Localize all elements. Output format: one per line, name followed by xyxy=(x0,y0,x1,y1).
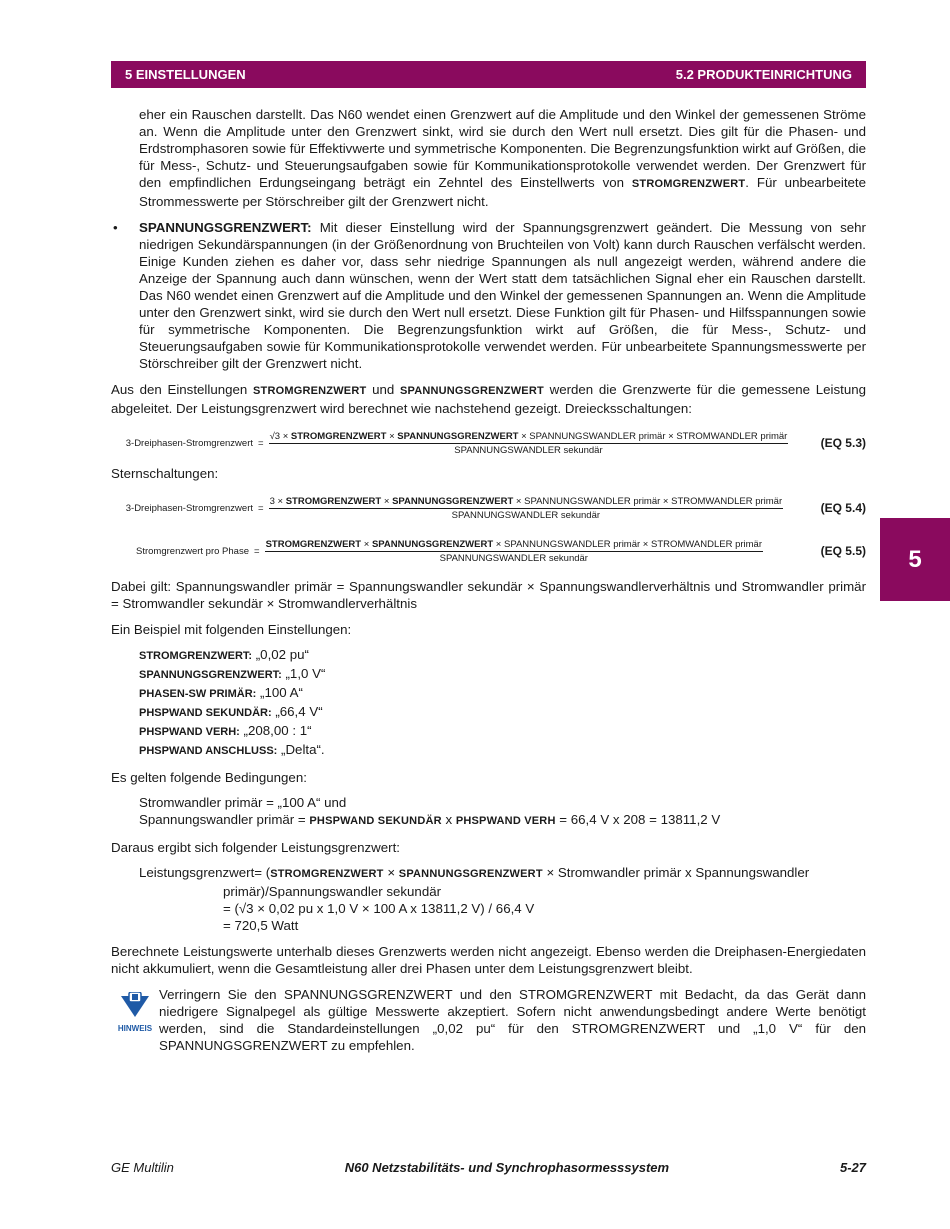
note-icon-label: HINWEIS xyxy=(117,1024,153,1033)
footer-manual-title: N60 Netzstabilitäts- und Synchrophasormesssystem xyxy=(344,1159,670,1175)
note-box xyxy=(111,986,866,1054)
conditions-intro: Es gelten folgende Bedingungen: xyxy=(111,770,307,785)
result-value: = 720,5 Watt xyxy=(223,918,299,933)
note-text: Verringern Sie den SPANNUNGSGRENZWERT und den STROMGRENZWERT mit Bedacht, da das Gerät dann niedrigere Signalpegel als gültige Messwerte akzeptiert. Sofern nicht anwendungsbedingt andere Werte benötigt werden, sind die Standardeinstellungen „0,02 pu“ für den STROMGRENZWERT und „1,0 V“ für den SPANNUNGSGRENZWERT zu empfehlen. xyxy=(159,987,866,1053)
section-title: 5.2 PRODUKTEINRICHTUNG xyxy=(675,67,852,82)
chapter-header xyxy=(111,61,866,88)
setting-name: STROMGRENZWERT xyxy=(631,178,746,190)
page-content xyxy=(111,106,866,1054)
equation-fraction: 3 × STROMGRENZWERT × SPANNUNGSGRENZWERT × SPANNUNGSWANDLER primär × STROMWANDLER primär SPANNUNGSWANDLER sekundär xyxy=(269,496,783,521)
calculation-block: Leistungsgrenzwert= (STROMGRENZWERT × SPANNUNGSGRENZWERT × Stromwandler primär x Spannungswandler primär)/Spannungswandler sekundär = (√3 × 0,02 pu x 1,0 V × 100 A x 13811,2 V) / 66,4 V = 720,5 Watt xyxy=(139,864,866,934)
equation-lhs: 3-Dreiphasen-Stromgrenzwert xyxy=(125,438,253,449)
equation-fraction: STROMGRENZWERT × SPANNUNGSGRENZWERT × SPANNUNGSWANDLER primär × STROMWANDLER primär SPANNUNGSWANDLER sekundär xyxy=(265,539,763,564)
hand-pointer-icon xyxy=(118,992,152,1018)
example-intro: Ein Beispiel mit folgenden Einstellungen: xyxy=(111,622,352,637)
setting-row: PHASEN-SW PRIMÄR: „100 A“ xyxy=(139,685,303,700)
equation-number: (EQ 5.4) xyxy=(820,501,866,515)
setting-row: PHSPWAND ANSCHLUSS: „Delta“. xyxy=(139,742,325,757)
result-intro: Daraus ergibt sich folgender Leistungsgrenzwert: xyxy=(111,840,400,855)
chapter-title: 5 EINSTELLUNGEN xyxy=(125,67,246,82)
setting-row: PHSPWAND SEKUNDÄR: „66,4 V“ xyxy=(139,704,323,719)
equation-5-4: 3-Dreiphasen-Stromgrenzwert = 3 × STROMGRENZWERT × SPANNUNGSGRENZWERT × SPANNUNGSWANDLER primär × STROMWANDLER primär SPANNUNGSWANDLER sekundär (EQ 5.4) xyxy=(111,496,866,521)
equation-lhs: Stromgrenzwert pro Phase xyxy=(136,546,249,557)
setting-row: PHSPWAND VERH: „208,00 : 1“ xyxy=(139,723,312,738)
star-connection-label: Sternschaltungen: xyxy=(111,466,219,481)
derive-paragraph: Aus den Einstellungen STROMGRENZWERT und SPANNUNGSGRENZWERT werden die Grenzwerte für die gemessene Leistung abgeleitet. Der Leistungsgrenzwert wird berechnet wie nachstehend gezeigt. Dreiecksschaltungen: xyxy=(111,382,867,416)
page-number: 5-27 xyxy=(839,1159,866,1175)
equation-fraction: √3 × STROMGRENZWERT × SPANNUNGSGRENZWERT × SPANNUNGSWANDLER primär × STROMWANDLER primär SPANNUNGSWANDLER sekundär xyxy=(269,431,788,456)
page-footer xyxy=(111,1158,866,1176)
footer-company: GE Multilin xyxy=(111,1159,174,1175)
bullet-voltage-cutoff: • SPANNUNGSGRENZWERT: Mit dieser Einstellung wird der Spannungsgrenzwert geändert. Die Messung von sehr niedrigen Sekundärspannungen (in der Größenordnung von Bruchteilen von Volt) kann durch Rauschen verfälscht werden. Einige Kunden ziehen es daher vor, dass sehr niedrige Spannungen als null angezeigt werden, während andere die Anzeige der Spannung auch dann wünschen, wenn der Wert statt dem tatsächlichen Signal eher ein Rauschen darstellt. Das N60 wendet einen Grenzwert auf die Amplitude und den Winkel der gemessenen Spannungen an. Wenn die Amplitude unter den Grenzwert sinkt, wird sie durch den Wert null ersetzt. Diese Funktion gilt für Phasen- und Hilfsspannungen sowie für symmetrische Komponenten. Die Begrenzungsfunktion wirkt auf Größen, die für Mess-, Schutz- und Steuerungsaufgaben sowie für Kommunikationsprotokolle verwendet werden. Für unbearbeitete Spannungsmesswerte per Störschreiber gilt der Grenzwert nicht. xyxy=(113,220,866,371)
equation-5-5: Stromgrenzwert pro Phase = STROMGRENZWERT × SPANNUNGSGRENZWERT × SPANNUNGSWANDLER primär × STROMWANDLER primär SPANNUNGSWANDLER sekundär (EQ 5.5) xyxy=(111,539,866,564)
equation-5-3: 3-Dreiphasen-Stromgrenzwert = √3 × STROMGRENZWERT × SPANNUNGSGRENZWERT × SPANNUNGSWANDLER primär × STROMWANDLER primär SPANNUNGSWANDLER sekundär (EQ 5.3) xyxy=(111,431,866,456)
bullet-symbol: • xyxy=(113,220,118,235)
equation-number: (EQ 5.3) xyxy=(820,436,866,450)
intro-paragraph: eher ein Rauschen darstellt. Das N60 wendet einen Grenzwert auf die Amplitude und den Winkel der gemessenen Ströme an. Wenn die Amplitude unter den Grenzwert sinkt, wird sie durch den Wert null ersetzt. Dies gilt für die Phasen- und Erdstromphasoren sowie für Effektivwerte und symmetrische Komponenten. Die Begrenzungsfunktion wirkt auf Größen, die für Mess-, Schutz- und Steuerungsaufgaben sowie für Kommunikationsprotokolle verwendet werden. Der Grenzwert für den empfindlichen Erdungseingang beträgt ein Zehntel des Einstellwerts von STROMGRENZWERT. Für unbearbeitete Strommesswerte per Störschreiber gilt der Grenzwert nicht. xyxy=(139,107,866,209)
bullet-term: SPANNUNGSGRENZWERT: xyxy=(139,220,312,235)
calculated-values-paragraph: Berechnete Leistungswerte unterhalb dieses Grenzwerts werden nicht angezeigt. Ebenso werden die Dreiphasen-Energiedaten nicht akkumuliert, wenn die Gesamtleistung aller drei Phasen unter dem Leistungsgrenzwert bleibt. xyxy=(111,944,866,976)
chapter-tab[interactable]: 5 xyxy=(880,518,950,601)
setting-row: STROMGRENZWERT: „0,02 pu“ xyxy=(139,647,309,662)
definition-paragraph: Dabei gilt: Spannungswandler primär = Spannungswandler sekundär × Spannungswandlerverhältnis und Stromwandler primär = Stromwandler sekundär × Stromwandlerverhältnis xyxy=(111,579,866,611)
equation-lhs: 3-Dreiphasen-Stromgrenzwert xyxy=(125,503,253,514)
note-icon xyxy=(111,986,159,1054)
setting-row: SPANNUNGSGRENZWERT: „1,0 V“ xyxy=(139,666,326,681)
equation-number: (EQ 5.5) xyxy=(820,544,866,558)
example-settings-list xyxy=(139,646,866,760)
conditions-block: Stromwandler primär = „100 A“ und Spannungswandler primär = PHSPWAND SEKUNDÄR x PHSPWAND VERH = 66,4 V x 208 = 13811,2 V xyxy=(139,795,721,827)
